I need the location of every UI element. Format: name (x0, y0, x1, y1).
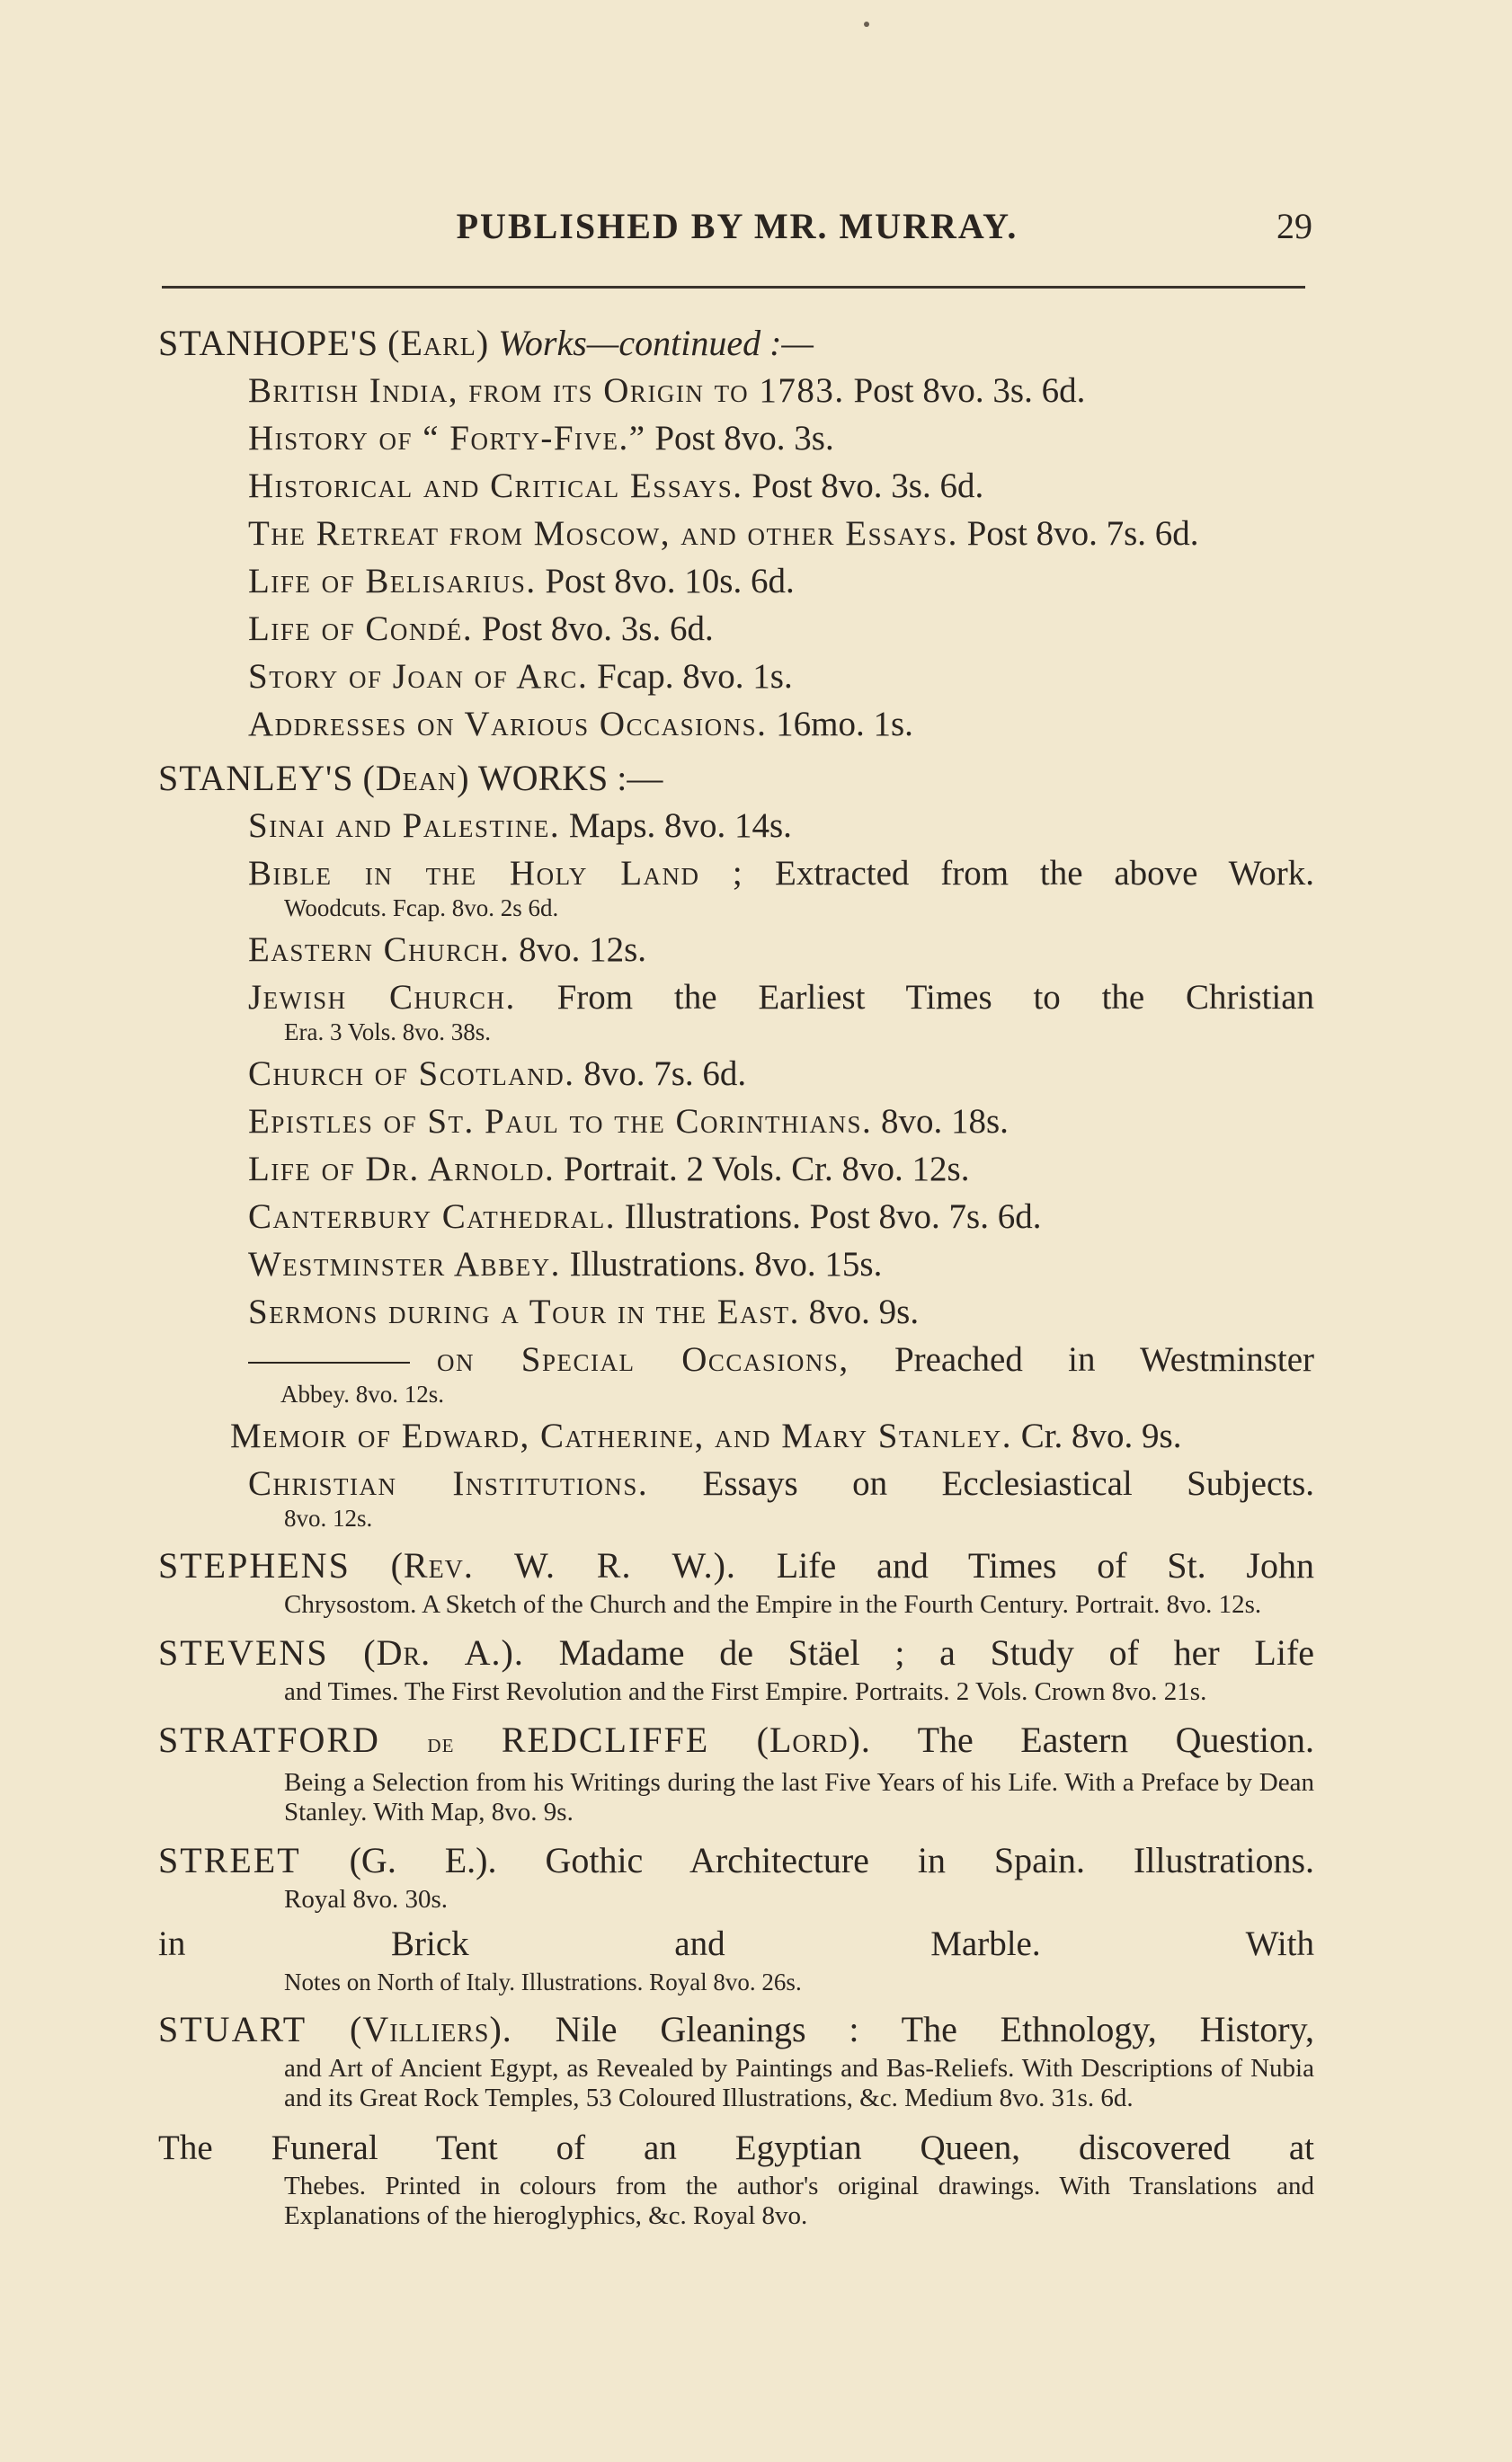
list-item-note: Abbey. 8vo. 12s. (280, 1381, 444, 1408)
list-item: Addresses on Various Occasions. 16mo. 1s. (248, 705, 913, 743)
entry-description: Notes on North of Italy. Illustrations. Royal 8vo. 26s. (284, 1969, 802, 1995)
entry-description: Being a Selection from his Writings during the last Five Years of his Life. With a Preface by Dean Stanley. With Map, 8vo. 9s. (284, 1768, 1314, 1827)
list-item: Canterbury Cathedral. Illustrations. Post 8vo. 7s. 6d. (248, 1197, 1042, 1236)
stuart-entry: STUART (Villiers). Nile Gleanings : The Ethnology, History, and Art of Ancient Egypt, as Revealed by Paintings and Bas-Reliefs. With Descriptions of Nubia and its Great Rock Temples, 53 Coloured Illustrations, &c. Medium 8vo. 31s. 6d. The Funeral Tent of an Egyptian Queen, discovered at Thebes. Printed in colours from the author's original drawings. With Translations and Explanations of the hieroglyphics, &c. Royal 8vo. (158, 2009, 1314, 2230)
stratford-entry: STRATFORD de REDCLIFFE (Lord). The Eastern Question. Being a Selection from his Writings during the last Five Years of his Life. With a Preface by Dean Stanley. With Map, 8vo. 9s. (158, 1720, 1315, 1827)
entry-description: Thebes. Printed in colours from the author's original drawings. With Translations and Explanations of the hieroglyphics, &c. Royal 8vo. (284, 2172, 1314, 2230)
list-item: Eastern Church. 8vo. 12s. (248, 930, 647, 969)
stanley-list (158, 802, 1314, 1533)
list-item: Story of Joan of Arc. Fcap. 8vo. 1s. (248, 657, 793, 696)
header-rule (162, 286, 1305, 289)
entry-description: and Art of Ancient Egypt, as Revealed by Paintings and Bas-Reliefs. With Descriptions of Nubia and its Great Rock Temples, 53 Coloured Illustrations, &c. Medium 8vo. 31s. 6d. (284, 2054, 1314, 2112)
stanley-heading: STANLEY'S (Dean) WORKS :— (158, 758, 663, 798)
list-item: Memoir of Edward, Catherine, and Mary Stanley. Cr. 8vo. 9s. (230, 1417, 1182, 1455)
speck (864, 22, 869, 27)
list-item-note: Era. 3 Vols. 8vo. 38s. (284, 1018, 492, 1045)
stephens-entry: STEPHENS (Rev. W. R. W.). Life and Times of St. John Chrysostom. A Sketch of the Church and the Empire in the Fourth Century. Portrait. 8vo. 12s. (158, 1545, 1314, 1619)
list-item: Sermons during a Tour in the East. 8vo. 9s. (248, 1293, 920, 1331)
list-item: Christian Institutions. Essays on Ecclesiastical Subjects. (248, 1464, 1315, 1503)
list-item: on Special Occasions, Preached in Westminster (158, 1336, 1314, 1383)
list-item: Church of Scotland. 8vo. 7s. 6d. (248, 1054, 747, 1093)
entry-description: and Times. The First Revolution and the First Empire. Portraits. 2 Vols. Crown 8vo. 21s. (284, 1677, 1207, 1706)
list-item: History of “ Forty-Five.” Post 8vo. 3s. (248, 419, 834, 458)
list-item: Westminster Abbey. Illustrations. 8vo. 15s. (248, 1245, 883, 1284)
list-item: Life of Belisarius. Post 8vo. 10s. 6d. (248, 562, 795, 600)
list-item: The Retreat from Moscow, and other Essays. Post 8vo. 7s. 6d. (248, 514, 1199, 553)
list-item: Bible in the Holy Land ; Extracted from the above Work. (248, 854, 1315, 893)
stevens-entry: STEVENS (Dr. A.). Madame de Stäel ; a Study of her Life and Times. The First Revolution and the First Empire. Portraits. 2 Vols. Crown 8vo. 21s. (158, 1632, 1315, 1706)
street-sub-entry: in Brick and Marble. With Notes on North of Italy. Illustrations. Royal 8vo. 26s. (158, 1924, 1314, 1995)
ditto-dash (248, 1362, 410, 1364)
page-number: 29 (1276, 206, 1312, 246)
entry-description: Chrysostom. A Sketch of the Church and the Empire in the Fourth Century. Portrait. 8vo. 12s. (284, 1590, 1262, 1619)
list-item: British India, from its Origin to 1783. Post 8vo. 3s. 6d. (248, 371, 1086, 410)
list-item: Sinai and Palestine. Maps. 8vo. 14s. (248, 806, 792, 845)
running-head: PUBLISHED BY MR. MURRAY. (456, 206, 1018, 246)
stanhope-list (158, 367, 1314, 748)
list-item: Epistles of St. Paul to the Corinthians. 8vo. 18s. (248, 1102, 1009, 1141)
list-item-note: 8vo. 12s. (284, 1505, 373, 1532)
stanhope-heading: STANHOPE'S (Earl) Works—continued :— (158, 323, 814, 363)
catalogue-content (158, 316, 1314, 2236)
list-item: Life of Condé. Post 8vo. 3s. 6d. (248, 609, 714, 648)
list-item: Historical and Critical Essays. Post 8vo. 3s. 6d. (248, 467, 984, 505)
stuart-sub-entry: The Funeral Tent of an Egyptian Queen, discovered at Thebes. Printed in colours from the author's original drawings. With Translations and Explanations of the hieroglyphics, &c. Royal 8vo. (158, 2129, 1314, 2230)
list-item: Jewish Church. From the Earliest Times to the Christian (248, 978, 1315, 1017)
entry-description: Royal 8vo. 30s. (284, 1885, 449, 1914)
list-item: Life of Dr. Arnold. Portrait. 2 Vols. Cr. 8vo. 12s. (248, 1150, 970, 1188)
list-item-note: Woodcuts. Fcap. 8vo. 2s 6d. (284, 894, 559, 921)
street-entry: STREET (G. E.). Gothic Architecture in Spain. Illustrations. Royal 8vo. 30s. in Brick and Marble. With Notes on North of Italy. Illustrations. Royal 8vo. 26s. (158, 1840, 1315, 1995)
page-header (162, 205, 1312, 259)
